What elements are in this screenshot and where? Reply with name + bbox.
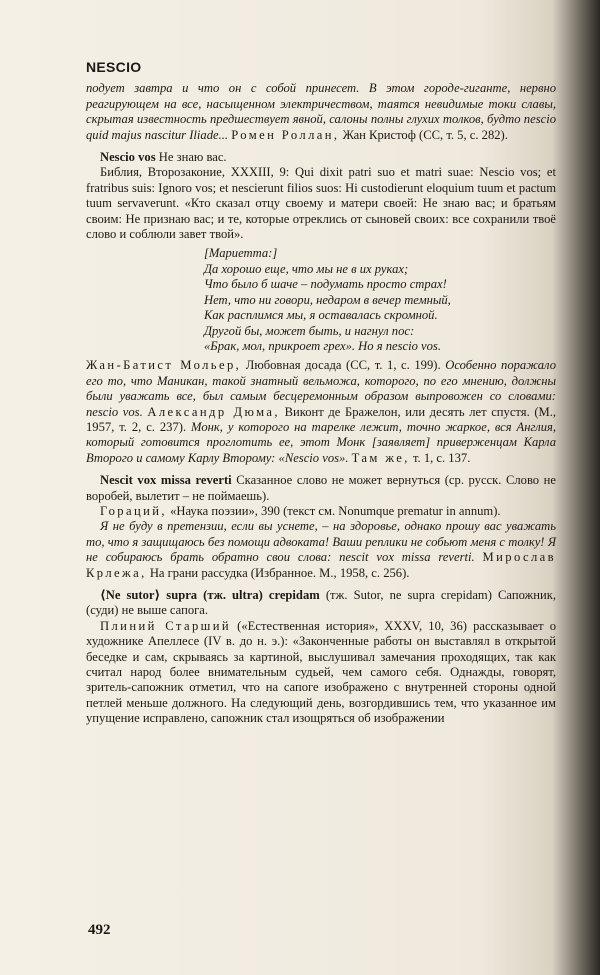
- author-name: Жан-Батист Мольер,: [86, 358, 242, 373]
- author-name: Ромен Роллан,: [231, 127, 340, 142]
- author-name: Там же,: [351, 450, 410, 465]
- author-name: Гораций,: [100, 503, 167, 518]
- source-ref: Жан Кристоф (СС, т. 5, с. 282).: [342, 127, 508, 142]
- citation-paragraph: [86, 519, 556, 581]
- entry-body: («Естественная история», XXXV, 10, 36) рассказывает о художнике Апеллесе (IV в. до н. э.): «Законченные работы он выставлял в открытой беседке и сам, скрываясь за картиной, выслушивал замечания проходящих, так как считал народ более внимательным судьей, чем самого себя. Однажды, говорят, зритель-сапожник отметил, что на сапоге изображено с внутренней стороны одной петлей меньше должного. На следующий день, возгордившись тем, что указанное им упущение исправлено, сапожник стал изощряться об изображении: [86, 618, 556, 726]
- entry-headword: Nescio vos: [100, 150, 156, 165]
- entry-body: Библия, Второзаконие, XXXIII, 9: Qui dixit patri suo et matri suae: Nescio vos; et fratribus suis: Ignoro vos; et nescierunt filios suos: Hi custodierunt eloquium tuum et pactum tuum servaverunt. «Кто сказал отцу своему и матери своей: Не знаю вас; и братьям своим: Не признаю вас; и те, которые отреклись от сыновей своих: все сохранили твоё слово и соблюли завет твой».: [86, 165, 556, 242]
- quote-text: Я не буду в претензии, если вы уснете, – на здоровье, однако прошу вас уважать то, что я защищаюсь без помощи адвоката! Ваши реплики не собьют меня с толку! Я не собираюсь брать обратно свои слова: nescit vox missa reverti.: [86, 519, 556, 565]
- quote-text: Монк, у которого на тарелке лежит, точно жаркое, вся Англия, который готовится проглотить ее, этот Монк [заявляет] приверженцам Карла Второго и самому Карлу Второму: «Nescio vos».: [86, 419, 557, 465]
- source-ref: «Наука поэзии», 390 (текст см. Nonumque prematur in annum).: [170, 503, 501, 518]
- verse-line: Как расплимся мы, я оставалась скромной.: [204, 308, 438, 323]
- verse-line: [Мариетта:]: [204, 246, 278, 261]
- verse-block: [204, 246, 556, 354]
- verse-line: Нет, что ни говори, недаром в вечер темный,: [204, 292, 451, 307]
- text-column: [86, 60, 556, 727]
- author-name: Александр Дюма,: [147, 404, 280, 419]
- verse-line: Что было б шаче – подумать просто страх!: [204, 277, 447, 292]
- citation-paragraph: [86, 358, 556, 466]
- entry-gloss: Сказанное слово не может вернуться (ср. русск. Слово не воробей, вылетит – не поймаешь).: [86, 473, 556, 503]
- entry-nescio-vos: [86, 150, 556, 165]
- author-name: Плиний Старший: [100, 618, 232, 633]
- entry-nescit-vox: [86, 473, 556, 504]
- quote-text: Особенно поражало его то, что Маникан, такой знатный вельможа, которого, по его мнению, должны были уважать все, был самым бесцеремонным образом выпровожен со словами: nescio vos.: [86, 358, 556, 419]
- verse-line: Да хорошо еще, что мы не в их руках;: [204, 261, 409, 276]
- source-ref: т. 1, с. 137.: [412, 450, 471, 465]
- source-ref: На грани рассудка (Избранное. М., 1958, с. 256).: [149, 565, 410, 580]
- page-number: 492: [88, 922, 111, 938]
- citation-paragraph: [86, 504, 556, 519]
- source-ref: Виконт де Бражелон, или десять лет спустя. (М., 1957, т. 2, с. 237).: [86, 404, 557, 434]
- source-ref: Любовная досада (СС, т. 1, с. 199).: [245, 358, 441, 373]
- entry-gloss: Не знаю вас.: [158, 150, 227, 165]
- entry-ne-sutor: [86, 588, 556, 619]
- citation-paragraph: [86, 619, 556, 727]
- quote-text: подует завтра и что он с собой принесет. В этом городе-гиганте, нервно реагирующем на все, насыщенном электричеством, таятся невидимые токи славы, скрытая известность предшествует явной, салоны полны глухих толков, будто nescio quid majus nascitur Iliade...: [86, 81, 556, 142]
- entry-alt-form: (тж. Sutor, ne supra crepidam): [325, 588, 492, 602]
- entry-headword: Nescit vox missa reverti: [100, 473, 232, 488]
- verse-line: Другой бы, может быть, и нагнул пос:: [204, 323, 415, 338]
- entry-headword: ⟨Ne sutor⟩ supra (тж. ultra) crepidam: [100, 588, 320, 602]
- running-head: NESCIO: [86, 59, 142, 75]
- paragraph-continuation: [86, 81, 556, 143]
- entry-gloss: Сапожник, (суди) не выше сапога.: [86, 588, 556, 618]
- verse-line: «Брак, мол, прикроет грех». Но я nescio vos.: [204, 338, 441, 353]
- author-name: Мирослав Крлежа,: [86, 550, 556, 580]
